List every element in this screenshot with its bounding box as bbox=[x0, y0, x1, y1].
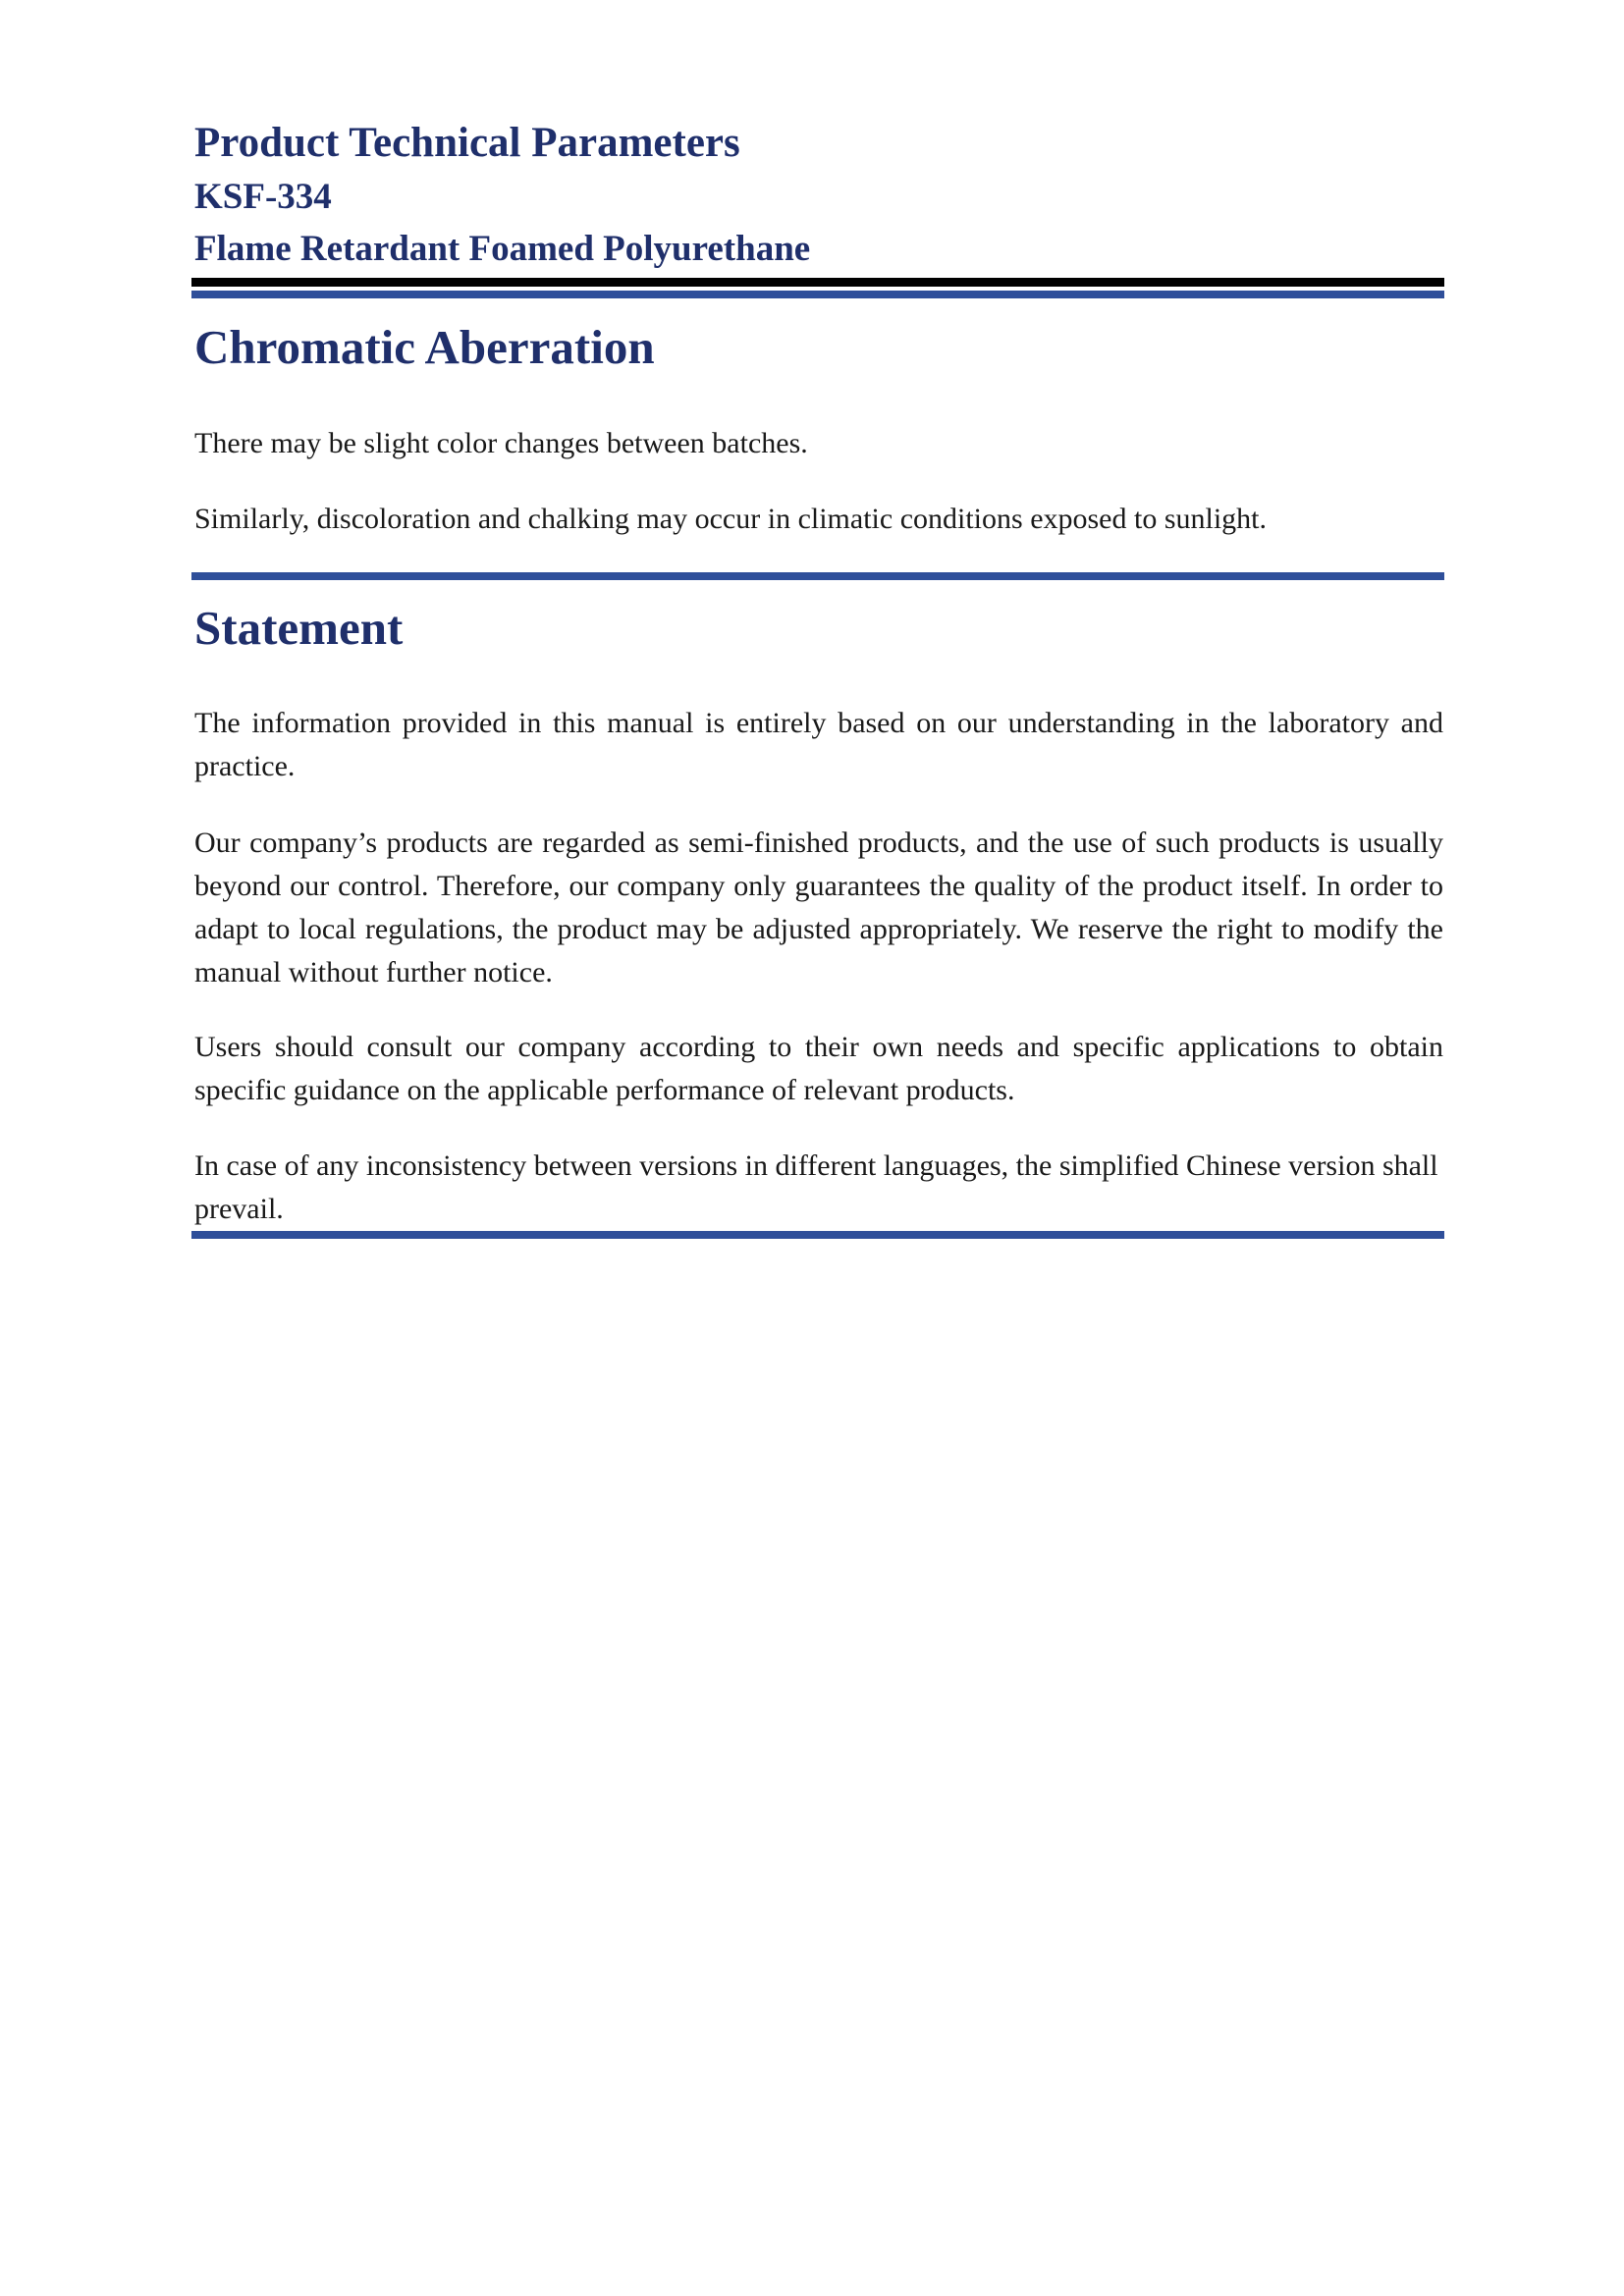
product-model: KSF-334 bbox=[194, 177, 332, 217]
section-divider bbox=[191, 1231, 1444, 1239]
section-heading-chromatic-aberration: Chromatic Aberration bbox=[194, 320, 655, 374]
document-header bbox=[194, 116, 1443, 275]
header-rule-black bbox=[191, 278, 1444, 287]
paragraph: There may be slight color changes between batches. bbox=[194, 427, 808, 459]
paragraph: In case of any inconsistency between versions in different languages, the simplified Chinese version shall prevail. bbox=[194, 1149, 1438, 1225]
paragraph: The information provided in this manual is entirely based on our understanding in the laboratory and practice. bbox=[194, 707, 1443, 782]
product-name: Flame Retardant Foamed Polyurethane bbox=[194, 229, 811, 269]
paragraph: Similarly, discoloration and chalking may occur in climatic conditions exposed to sunlight. bbox=[194, 503, 1268, 535]
section-heading-statement: Statement bbox=[194, 601, 404, 655]
paragraph: Our company’s products are regarded as semi-finished products, and the use of such products is usually beyond our control. Therefore, our company only guarantees the quality of the product itself. In order to adapt to local regulations, the product may be adjusted appropriately. We reserve the right to modify the manual without further notice. bbox=[194, 827, 1443, 988]
document-title: Product Technical Parameters bbox=[194, 120, 740, 166]
header-rule-blue bbox=[191, 291, 1444, 298]
section-divider bbox=[191, 572, 1444, 580]
paragraph: Users should consult our company according to their own needs and specific applications to obtain specific guidance on the applicable performance of relevant products. bbox=[194, 1031, 1443, 1106]
